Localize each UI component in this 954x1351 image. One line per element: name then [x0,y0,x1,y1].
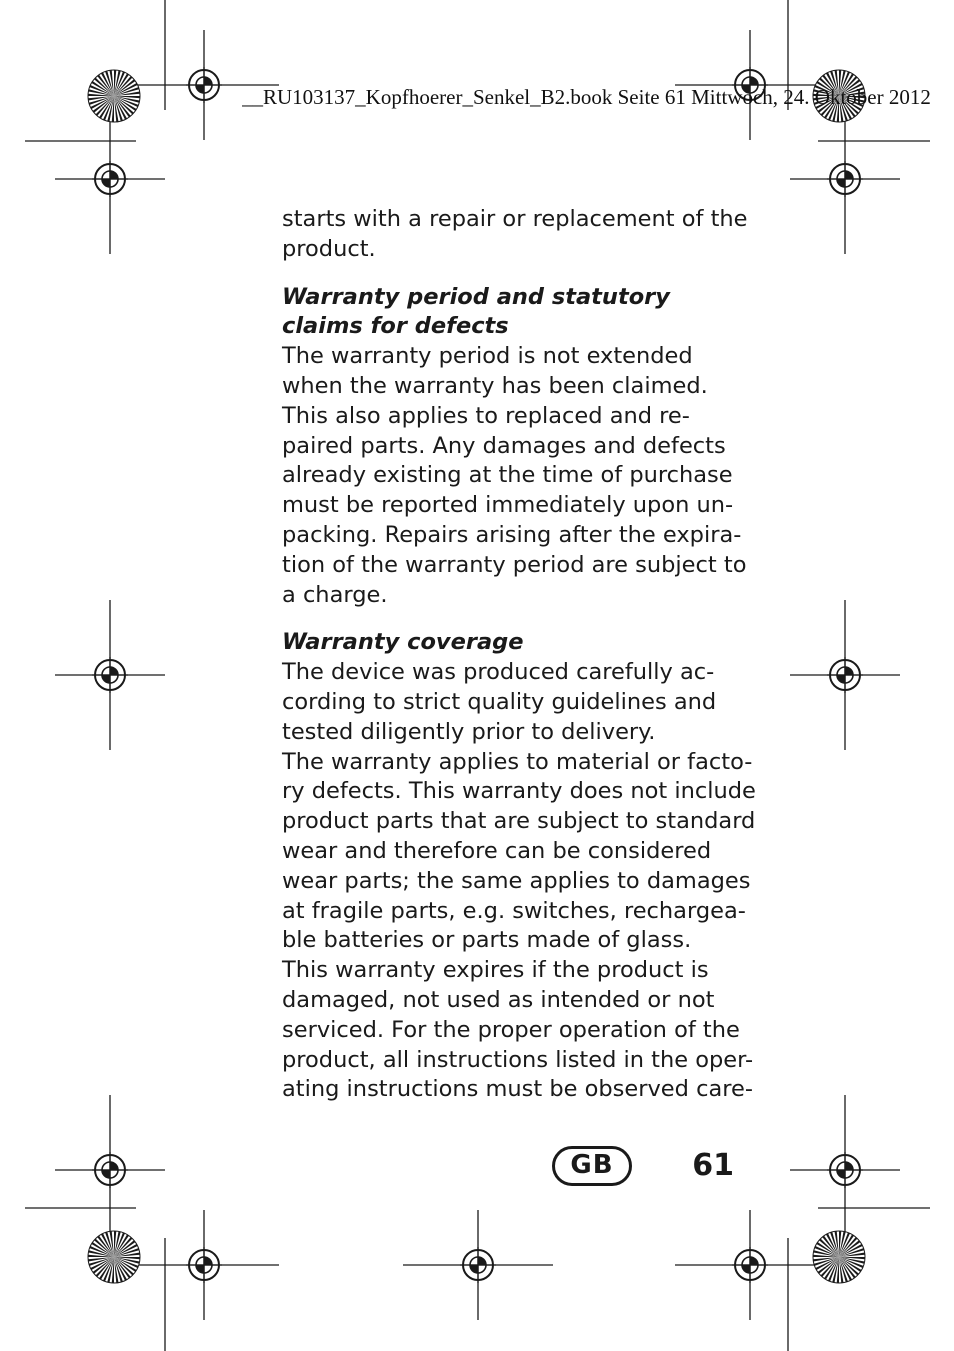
print-header-line: __RU103137_Kopfhoerer_Senkel_B2.book Seite 61 Mittwoch, 24. Oktober 2012 [242,85,931,109]
page-number: 61 [692,1148,734,1183]
text-line: damaged, not used as intended or not [282,986,715,1013]
crosshair-registration-icon [92,161,128,197]
text-line: a charge. [282,581,388,608]
starburst-color-bar-icon [88,70,140,122]
text-line: at fragile parts, e.g. switches, rechargea- [282,897,746,924]
text-line: already existing at the time of purchase [282,462,733,489]
crosshair-registration-icon [186,1247,222,1283]
text-line: wear and therefore can be considered [282,837,712,864]
text-line: The device was produced carefully ac- [282,659,715,686]
text-line: ating instructions must be observed care- [282,1076,753,1103]
text-line: This warranty expires if the product is [282,957,709,984]
starburst-color-bar-icon [88,1231,140,1283]
section-heading: Warranty coverage [282,629,524,656]
text-line: when the warranty has been claimed. [282,372,708,399]
body-text [282,205,756,1105]
crosshair-registration-icon [92,1152,128,1188]
text-line: tion of the warranty period are subject to [282,551,747,578]
crosshair-registration-icon [827,657,863,693]
text-line: ry defects. This warranty does not include [282,778,756,805]
starburst-color-bar-icon [813,1231,865,1283]
text-line: product. [282,235,376,262]
crosshair-registration-icon [186,67,222,103]
text-line: The warranty period is not extended [282,343,693,370]
crosshair-registration-icon [732,1247,768,1283]
text-line: starts with a repair or replacement of the [282,206,748,232]
crosshair-registration-icon [827,161,863,197]
text-line: tested diligently prior to delivery. [282,718,656,745]
text-line: paired parts. Any damages and defects [282,432,726,459]
text-line: This also applies to replaced and re- [282,402,690,429]
text-line: must be reported immediately upon un- [282,492,734,519]
text-line: wear parts; the same applies to damages [282,867,751,894]
intro-paragraph [282,205,748,265]
text-line: The warranty applies to material or facto- [282,748,753,775]
section-warranty-period [282,283,747,611]
section-heading: Warranty period and statutory [282,283,670,310]
text-line: packing. Repairs arising after the expira- [282,521,742,548]
text-line: product, all instructions listed in the oper- [282,1046,754,1073]
text-line: product parts that are subject to standard [282,808,756,835]
section-warranty-coverage [282,628,756,1105]
crosshair-registration-icon [92,657,128,693]
text-line: ble batteries or parts made of glass. [282,927,692,954]
crosshair-registration-icon [827,1152,863,1188]
text-line: serviced. For the proper operation of the [282,1016,740,1043]
text-line: cording to strict quality guidelines and [282,688,717,715]
section-heading: claims for defects [282,313,509,340]
language-badge: GB [552,1146,632,1186]
crosshair-registration-icon [460,1247,496,1283]
